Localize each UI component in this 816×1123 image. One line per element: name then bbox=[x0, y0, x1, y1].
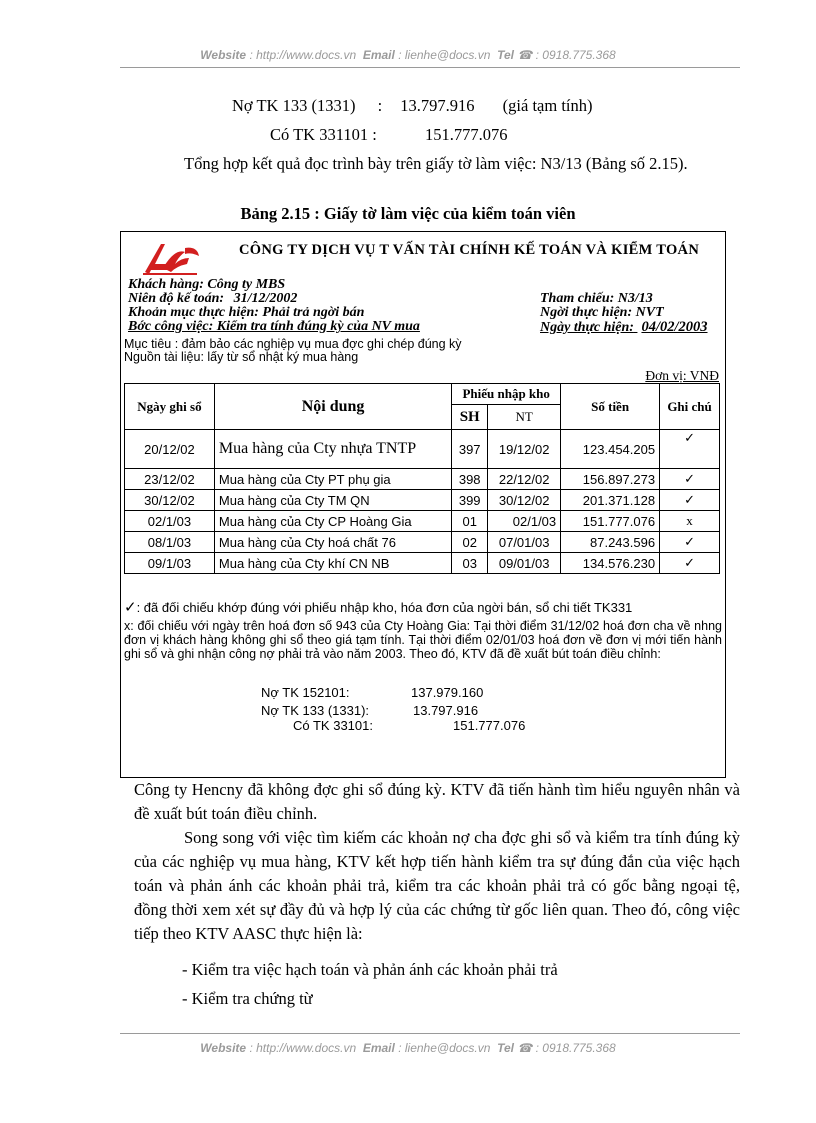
x-mark: x bbox=[660, 511, 720, 532]
table-row: 02/1/03 Mua hàng của Cty CP Hoàng Gia 01 02/1/03 151.777.076 x bbox=[125, 511, 720, 532]
check-mark: ✓ bbox=[660, 553, 720, 574]
col-amount: Số tiền bbox=[561, 384, 660, 430]
entry-credit-331101: Có TK 331101 : 151.777.076 bbox=[270, 125, 508, 144]
tel-value: ☎ : 0918.775.368 bbox=[517, 48, 616, 62]
unit: Đơn vị: VNĐ bbox=[645, 368, 719, 383]
adjust-entry-3: Có TK 33101: 151.777.076 bbox=[293, 718, 526, 733]
check-mark: ✓ bbox=[660, 532, 720, 553]
table-row: 20/12/02 Mua hàng của Cty nhựa TNTP 397 19/12/02 123.454.205 ✓ bbox=[125, 430, 720, 469]
performer: Ngời thực hiện: NVT bbox=[540, 305, 664, 320]
bullet-2: - Kiểm tra chứng từ bbox=[182, 989, 313, 1008]
company-logo bbox=[141, 238, 201, 278]
client: Khách hàng: Công ty MBS bbox=[128, 277, 286, 292]
col-note: Ghi chú bbox=[660, 384, 720, 430]
reference: Tham chiếu: N3/13 bbox=[540, 291, 653, 306]
email-label: Email bbox=[362, 48, 395, 62]
col-content: Nội dung bbox=[214, 384, 451, 430]
source: Nguồn tài liệu: lấy từ sổ nhật ký mua hàng bbox=[124, 350, 359, 364]
bullet-1: - Kiểm tra việc hạch toán và phản ánh các khoản phải trả bbox=[182, 960, 558, 979]
fiscal-period: Niên độ kế toán: 31/12/2002 bbox=[128, 291, 298, 306]
website-label: Website bbox=[200, 48, 247, 62]
check-mark-icon: ✓ bbox=[124, 599, 137, 616]
check-mark: ✓ bbox=[660, 430, 720, 469]
paragraph-1: Công ty Hencny đã không đợc ghi sổ đúng kỳ. KTV đã tiến hành tìm hiểu nguyên nhân và đề xuất bút toán điều chỉnh. bbox=[134, 780, 740, 823]
col-nt: NT bbox=[488, 405, 561, 430]
adjust-entry-1: Nợ TK 152101: 137.979.160 bbox=[261, 685, 484, 700]
email-value: : lienhe@docs.vn bbox=[398, 48, 491, 62]
table-caption: Bảng 2.15 : Giấy tờ làm việc của kiểm toán viên bbox=[240, 204, 576, 223]
summary-paragraph: Tổng hợp kết quả đọc trình bày trên giấy tờ làm việc: N3/13 (Bảng số 2.15). bbox=[184, 154, 688, 173]
website-value: : http://www.docs.vn bbox=[249, 48, 357, 62]
header-rule bbox=[120, 67, 740, 68]
page-footer: Website : http://www.docs.vn Email : lienhe@docs.vn Tel ☎ : 0918.775.368 bbox=[200, 1041, 616, 1055]
check-mark: ✓ bbox=[660, 490, 720, 511]
table-row: 23/12/02 Mua hàng của Cty PT phụ gia 398 22/12/02 156.897.273 ✓ bbox=[125, 469, 720, 490]
purchases-table bbox=[124, 383, 720, 574]
audit-step: Bớc công việc: Kiểm tra tính đúng kỳ của NV mua bbox=[128, 319, 420, 334]
table-header-row bbox=[125, 384, 720, 405]
table-row: 30/12/02 Mua hàng của Cty TM QN 399 30/12/02 201.371.128 ✓ bbox=[125, 490, 720, 511]
note-x: x: đối chiếu với ngày trên hoá đơn số 943 của Cty Hoàng Gia: Tại thời điểm 31/12/02 hoá đơn cha về nhng đơn vị khách hàng không ghi sổ theo giá tạm tính. Tại thời điểm 02/01/03 hoá đơn về đơn vị mới tiến hành ghi sổ và ghi nhận công nợ phải trả vào năm 2003. Theo đó, KTV đã đề xuất bút toán điều chỉnh: bbox=[124, 619, 722, 661]
paragraph-2: Song song với việc tìm kiếm các khoản nợ cha đợc ghi sổ và kiểm tra tính đúng kỳ của các nghiệp vụ mua hàng, KTV kết hợp tiến hành kiểm tra sự đúng đắn của việc hạch toán và phản ánh các khoản phải trả, kiểm tra các khoản phải trả có gốc bằng ngoại tệ, đồng thời xem xét sự đầy đủ và hợp lý của các chứng từ gốc liên quan. Theo đó, công việc tiếp theo KTV AASC thực hiện là: bbox=[134, 828, 740, 943]
company-name: CÔNG TY DỊCH VỤ T VẤN TÀI CHÍNH KẾ TOÁN VÀ KIỂM TOÁN bbox=[239, 242, 700, 258]
footer-rule bbox=[120, 1033, 740, 1034]
objective: Mục tiêu : đảm bảo các nghiệp vụ mua đợc ghi chép đúng kỳ bbox=[124, 337, 462, 351]
check-mark: ✓ bbox=[660, 469, 720, 490]
table-row: 09/1/03 Mua hàng của Cty khí CN NB 03 09/01/03 134.576.230 ✓ bbox=[125, 553, 720, 574]
audit-section: Khoản mục thực hiện: Phải trả ngời bán bbox=[128, 305, 365, 320]
col-receipt: Phiếu nhập kho bbox=[452, 384, 561, 405]
note-check: ✓: đã đối chiếu khớp đúng với phiếu nhập kho, hóa đơn của ngời bán, sổ chi tiết TK331 bbox=[124, 599, 633, 616]
working-paper bbox=[120, 231, 726, 778]
adjust-entry-2: Nợ TK 133 (1331): 13.797.916 bbox=[261, 703, 479, 718]
entry-debit-133: Nợ TK 133 (1331) : 13.797.916 (giá tạm tính) bbox=[232, 96, 593, 115]
perform-date: Ngày thực hiện: 04/02/2003 bbox=[540, 319, 708, 335]
table-row: 08/1/03 Mua hàng của Cty hoá chất 76 02 07/01/03 87.243.596 ✓ bbox=[125, 532, 720, 553]
col-sh: SH bbox=[452, 405, 488, 430]
page-header bbox=[0, 48, 816, 62]
tel-label: Tel bbox=[497, 48, 514, 62]
col-date: Ngày ghi sổ bbox=[125, 384, 215, 430]
